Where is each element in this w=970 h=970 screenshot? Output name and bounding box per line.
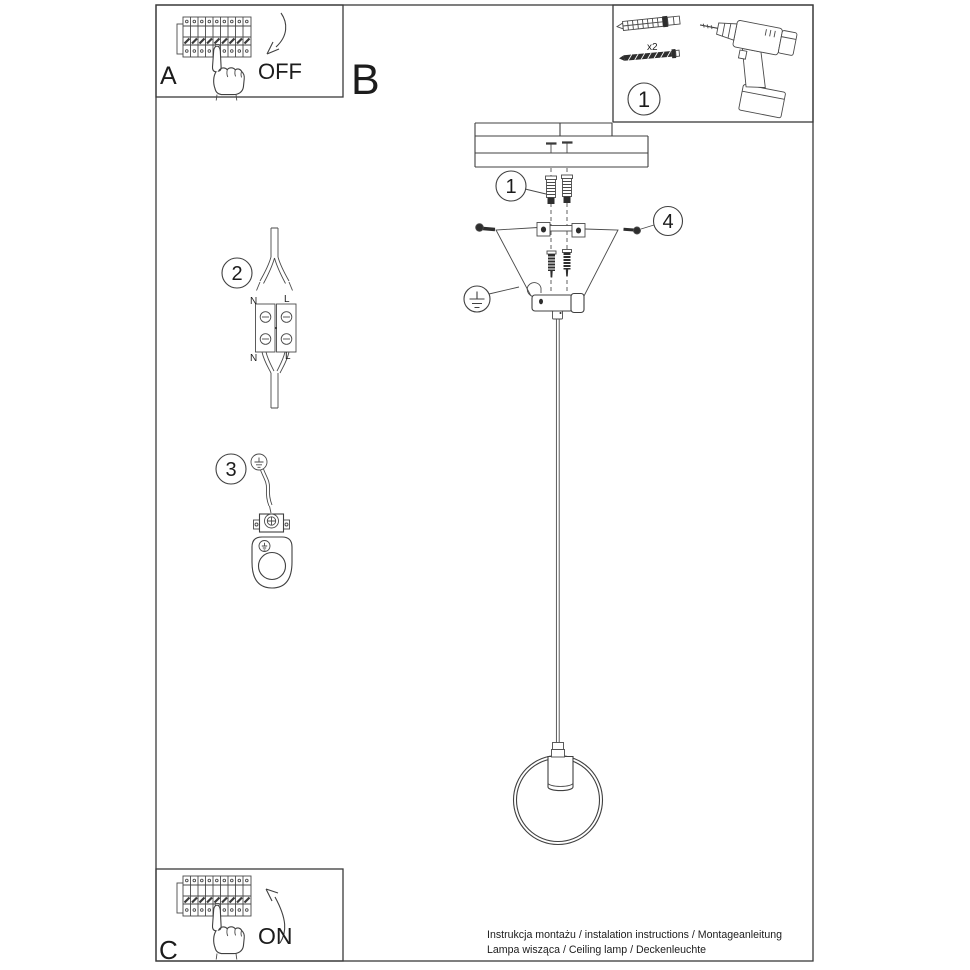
- suspension-cable: [556, 319, 559, 743]
- step-3-badge: [216, 454, 246, 484]
- terminal-n-bottom-label: N: [250, 353, 258, 364]
- wall-anchor-icon: [616, 15, 680, 33]
- off-label: OFF: [258, 59, 302, 84]
- wiring-diagram: [256, 228, 297, 408]
- svg-text:2: 2: [231, 263, 243, 285]
- anchor-quantity-label: x2: [647, 42, 658, 53]
- ceiling-section: [475, 123, 648, 167]
- callout-screw-badge: [641, 207, 683, 236]
- pendant-ring-lamp: [514, 743, 603, 845]
- wall-anchor-left: [546, 176, 557, 204]
- assembly-earth-symbol: [464, 283, 541, 312]
- on-label: ON: [258, 923, 293, 949]
- cable-connector: [553, 743, 564, 750]
- canopy-projection-lines: [496, 228, 618, 297]
- wiring-step: [222, 228, 296, 408]
- svg-text:1: 1: [505, 176, 517, 198]
- mounting-bracket: [537, 223, 585, 238]
- side-screw-right: [624, 227, 641, 234]
- drill-icon: [686, 13, 798, 118]
- parts-callout-1-badge: [628, 83, 660, 115]
- step-a-box: [156, 5, 343, 101]
- step-2-badge: [222, 258, 252, 288]
- grounding-step: [216, 454, 292, 588]
- svg-text:1: 1: [637, 87, 651, 112]
- assembly-diagram: [464, 123, 683, 845]
- svg-text:4: 4: [662, 211, 674, 233]
- footer-line-2: Lampa wisząca / Ceiling lamp / Deckenleuchte: [487, 944, 707, 956]
- canopy-screw-left: [547, 251, 556, 278]
- terminal-l-bottom-label: L: [285, 351, 291, 362]
- terminal-l-top-label: L: [284, 294, 290, 305]
- step-a-label: A: [160, 62, 177, 90]
- ceiling-canopy: [532, 294, 584, 320]
- callout-anchor-badge: [496, 171, 546, 201]
- parts-box: [613, 5, 813, 122]
- side-screw-left: [476, 224, 495, 232]
- ground-wire: [261, 470, 270, 506]
- wall-anchor-right: [562, 175, 573, 203]
- step-b-label: B: [351, 56, 380, 104]
- footer-line-1: Instrukcja montażu / instalation instructions / Montageanleitung: [487, 929, 783, 941]
- terminal-n-top-label: N: [250, 296, 258, 307]
- arrow-down-icon: [267, 13, 286, 54]
- ground-terminal: [254, 514, 290, 532]
- earth-symbol-icon: [251, 454, 267, 470]
- canopy-screw-right: [563, 250, 572, 277]
- page-border: [156, 5, 813, 961]
- mounting-plate: [252, 537, 292, 588]
- step-c-label: C: [159, 935, 178, 965]
- svg-text:3: 3: [225, 459, 237, 481]
- step-c-box: [156, 869, 343, 965]
